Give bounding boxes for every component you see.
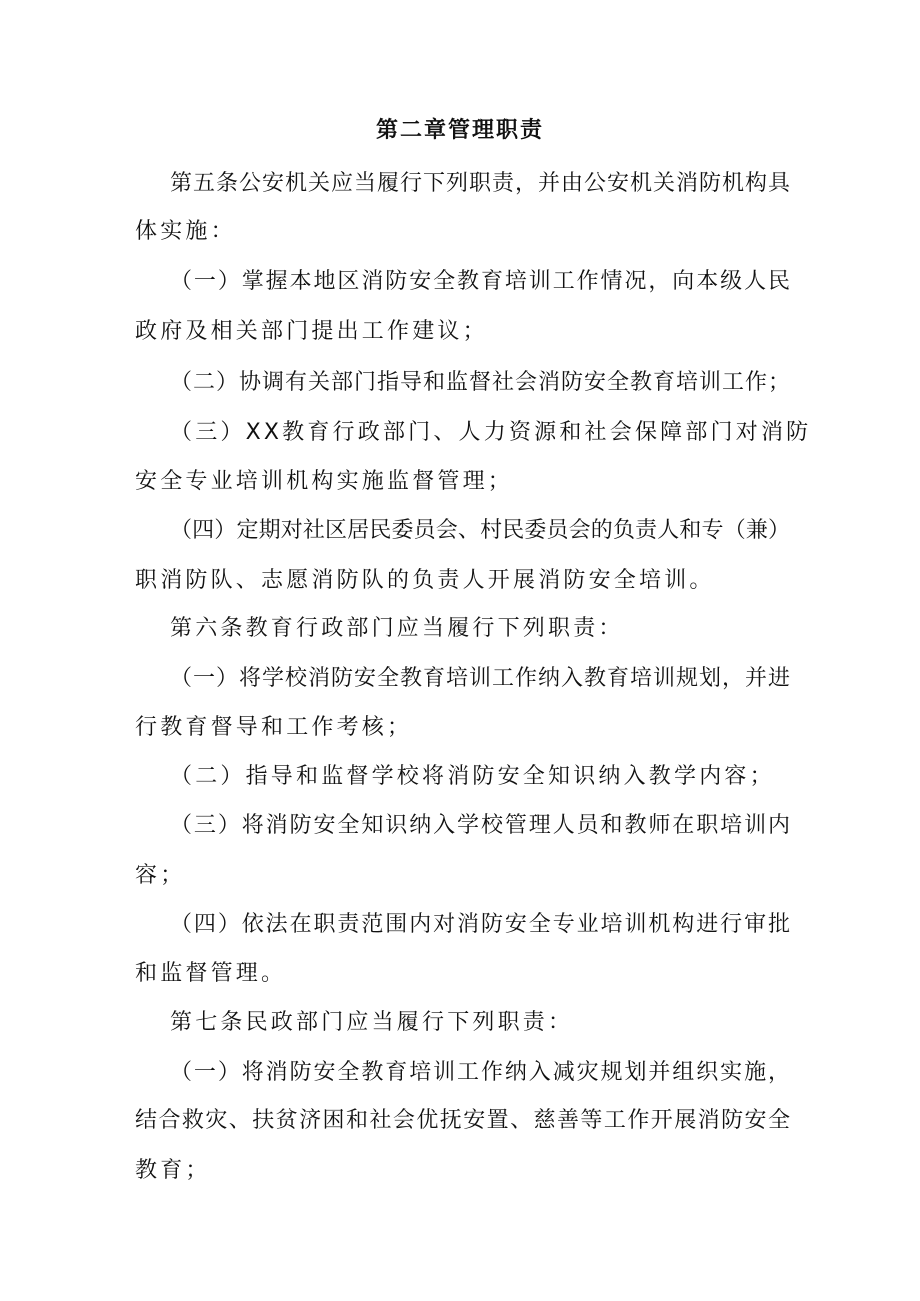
- article-6-item-3-line-2: 容；: [135, 863, 186, 888]
- article-5-item-3-line-1: [170, 418, 811, 448]
- article-6-item-1-line-1: （一）将学校消防安全教育培训工作纳入教育培训规划，并进: [170, 666, 790, 691]
- article-7-item-1-line-2: 结合救灾、扶贫济困和社会优抚安置、慈善等工作开展消防安全: [135, 1108, 790, 1133]
- article-6-item-4-line-1: （四）依法在职责范围内对消防安全专业培训机构进行审批: [170, 912, 790, 937]
- item-3-prefix: （三）: [170, 420, 246, 445]
- article-5-item-2: （二）协调有关部门指导和监督社会消防安全教育培训工作；: [170, 370, 790, 395]
- article-6-heading: 第六条教育行政部门应当履行下列职责：: [170, 616, 624, 641]
- article-6-item-2: （二）指导和监督学校将消防安全知识纳入教学内容；: [170, 764, 775, 789]
- article-5-item-1-line-2: 政府及相关部门提出工作建议；: [135, 319, 488, 344]
- article-6-item-4-line-2: 和监督管理。: [135, 961, 287, 986]
- article-7-heading: 第七条民政部门应当履行下列职责：: [170, 1010, 574, 1035]
- item-3-rest: 教育行政部门、人力资源和社会保障部门对消防: [282, 420, 812, 445]
- chapter-title: 第二章管理职责: [375, 118, 544, 143]
- article-5-line-2: 体实施：: [135, 219, 236, 244]
- article-5-item-3-line-2: 安全专业培训机构实施监督管理；: [135, 469, 514, 494]
- article-5-item-1-line-1: （一）掌握本地区消防安全教育培训工作情况，向本级人民: [170, 269, 790, 294]
- article-5-item-4-line-2: 职消防队、志愿消防队的负责人开展消防安全培训。: [135, 568, 715, 593]
- article-6-item-1-line-2: 行教育督导和工作考核；: [135, 715, 413, 740]
- article-7-item-1-line-1: （一）将消防安全教育培训工作纳入减灾规划并组织实施，: [170, 1060, 790, 1085]
- article-7-item-1-line-3: 教育；: [135, 1158, 211, 1183]
- item-3-xx: XX: [245, 420, 283, 445]
- article-6-item-3-line-1: （三）将消防安全知识纳入学校管理人员和教师在职培训内: [170, 813, 790, 838]
- article-5-line-1: 第五条公安机关应当履行下列职责，并由公安机关消防机构具: [170, 171, 790, 196]
- article-5-item-4-line-1: （四）定期对社区居民委员会、村民委员会的负责人和专（兼）: [170, 518, 790, 543]
